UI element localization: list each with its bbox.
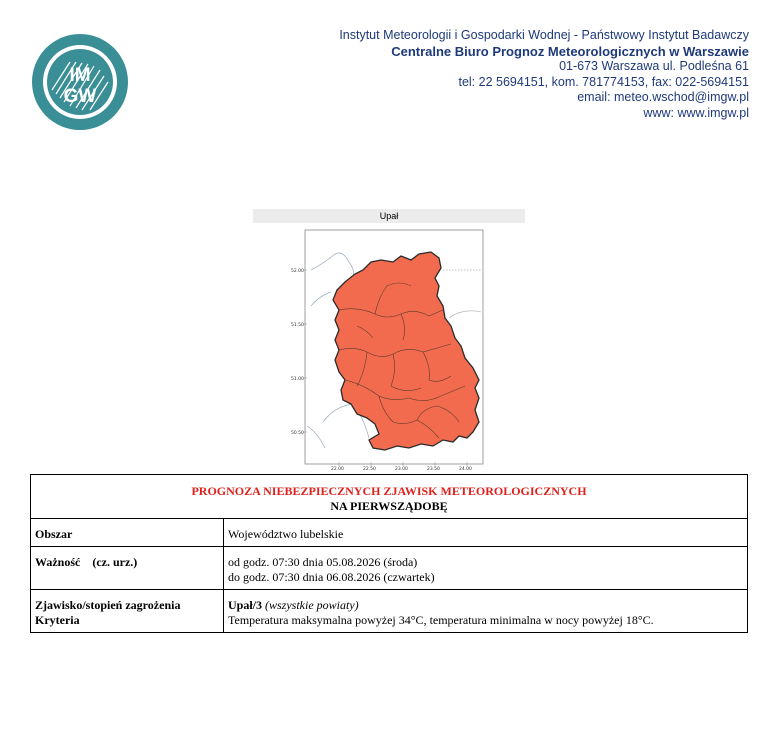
y-tick-label: 51.50 xyxy=(291,323,304,328)
phone: tel: 22 5694151, kom. 781774153, fax: 022-5694151 xyxy=(458,74,749,89)
validity-from: od godz. 07:30 dnia 05.08.2026 (środa) xyxy=(228,555,418,569)
warning-title-line2: NA PIERWSZĄDOBĘ xyxy=(330,499,448,513)
x-tick-label: 24.00 xyxy=(459,467,472,472)
email: email: meteo.wschod@imgw.pl xyxy=(577,90,749,104)
y-tick-label: 50.50 xyxy=(291,431,304,436)
bureau-name: Centralne Biuro Prognoz Meteorologicznych w Warszawie xyxy=(391,43,749,59)
x-tick-label: 23.50 xyxy=(427,467,440,472)
validity-value xyxy=(224,547,748,590)
institute-header xyxy=(339,28,749,121)
warning-title xyxy=(31,475,748,519)
warning-title-line1: PROGNOZA NIEBEZPIECZNYCH ZJAWISK METEOROLOGICZNYCH xyxy=(191,484,587,498)
x-tick-label: 23.00 xyxy=(395,467,408,472)
warning-table xyxy=(30,474,748,633)
area-value: Województwo lubelskie xyxy=(224,519,748,547)
phenomenon-criteria-label xyxy=(31,590,224,633)
warning-map xyxy=(283,226,488,472)
y-tick-label: 51.00 xyxy=(291,377,304,382)
imgw-logo xyxy=(30,32,130,132)
website: www: www.imgw.pl xyxy=(643,105,749,120)
phenomenon-criteria-value xyxy=(224,590,748,633)
address: 01-673 Warszawa ul. Podleśna 61 xyxy=(559,59,749,73)
institute-name: Instytut Meteorologii i Gospodarki Wodnej - Państwowy Instytut Badawczy xyxy=(339,28,749,42)
phenomenon-label: Zjawisko/stopień zagrożenia xyxy=(35,598,181,612)
criteria-label: Kryteria xyxy=(35,613,80,627)
validity-to: do godz. 07:30 dnia 06.08.2026 (czwartek) xyxy=(228,570,435,584)
x-tick-label: 22.00 xyxy=(331,467,344,472)
validity-label xyxy=(31,547,224,590)
y-tick-label: 52.00 xyxy=(291,269,304,274)
area-label: Obszar xyxy=(31,519,224,547)
criteria-value: Temperatura maksymalna powyżej 34°C, temperatura minimalna w nocy powyżej 18°C. xyxy=(228,613,654,627)
x-tick-label: 22.50 xyxy=(363,467,376,472)
validity-label-text: Ważność (cz. urz.) xyxy=(35,555,138,569)
logo-mark-bottom: GW xyxy=(63,86,97,107)
map-title: Upał xyxy=(253,209,525,223)
phenomenon-scope: (wszystkie powiaty) xyxy=(265,598,359,612)
phenomenon-value: Upał/3 xyxy=(228,598,263,612)
logo-mark-top: IM xyxy=(69,65,91,86)
